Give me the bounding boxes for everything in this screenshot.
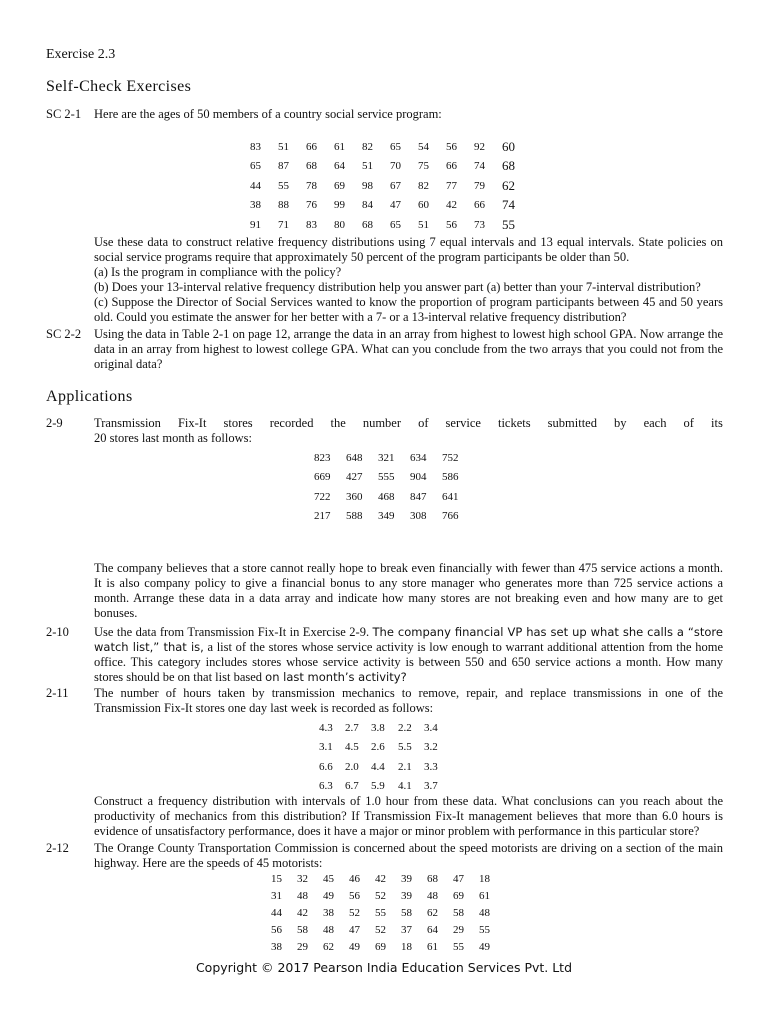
table-cell: 68 [306,160,317,173]
table-cell: 82 [362,140,373,153]
table-cell: 82 [418,179,429,192]
table-cell: 3.4 [424,721,438,734]
table-row [271,938,505,955]
table-cell: 54 [418,140,429,153]
table-cell: 80 [334,218,345,231]
sc21-line-0: Use these data to construct relative frequency distributions using 7 equal intervals and 13 equal intervals. State policies on social service programs require that approximately 50 percent of the program participants be older than 50. [94,235,723,264]
table-cell: 427 [346,471,363,484]
table-row [314,448,474,468]
table-cell: 76 [306,199,317,212]
table-cell: 2.7 [345,721,359,734]
sc21-line-1: (a) Is the program in compliance with the policy? [94,265,342,279]
exercise-label-2-11: 2-11 [46,686,69,700]
table-cell: 4.1 [398,780,412,793]
ex210-text-d: on last month’s activity? [265,670,407,684]
intro-word: tickets [497,416,531,430]
table-cell: 752 [442,451,459,464]
table-row [250,176,530,196]
intro-word: of [683,416,694,430]
sc21-line-3: (c) Suppose the Director of Social Services wanted to know the proportion of program participants between 45 and 50 years old. Could you estimate the answer for her better with a 7- or a 13-interval relative frequency distribution? [94,295,723,324]
table-cell: 64 [334,160,345,173]
table-row [314,468,474,488]
table-cell: 42 [297,906,308,919]
table-cell: 51 [418,218,429,231]
copyright-footer: Copyright © 2017 Pearson India Education Services Pvt. Ltd [195,960,573,975]
table-cell: 55 [502,216,515,232]
table-cell: 60 [418,199,429,212]
table-cell: 31 [271,890,282,903]
justified-intro-line [94,416,723,431]
intro-word: Transmission [94,416,161,430]
table-cell: 73 [474,218,485,231]
table-cell: 78 [306,179,317,192]
table-cell: 52 [375,923,386,936]
table-cell: 37 [401,923,412,936]
table-cell: 3.2 [424,741,438,754]
table-cell: 2.1 [398,760,412,773]
table-cell: 71 [278,218,289,231]
table-cell: 18 [401,940,412,953]
table-cell: 3.3 [424,760,438,773]
table-cell: 48 [323,923,334,936]
table-row [319,718,450,738]
table-cell: 904 [410,471,427,484]
table-cell: 58 [453,906,464,919]
table-cell: 44 [271,906,282,919]
intro-word: service [445,416,481,430]
table-cell: 349 [378,510,395,523]
section-heading-applications: Applications [46,388,133,405]
table-cell: 83 [306,218,317,231]
table-cell: 669 [314,471,331,484]
table-cell: 847 [410,490,427,503]
table-cell: 648 [346,451,363,464]
table-cell: 2.2 [398,721,412,734]
table-cell: 586 [442,471,459,484]
table-cell: 68 [502,158,515,174]
table-cell: 88 [278,199,289,212]
table-cell: 75 [418,160,429,173]
sc21-line-2: (b) Does your 13-interval relative frequency distribution help you answer part (a) better than your 7-interval distribution? [94,280,701,294]
table-cell: 52 [349,906,360,919]
table-cell: 42 [446,199,457,212]
table-cell: 3.7 [424,780,438,793]
data-table-service-tickets [314,448,474,526]
table-cell: 49 [479,940,490,953]
exercise-label-2-9: 2-9 [46,416,63,430]
data-table-ages [250,137,530,235]
table-cell: 91 [250,218,261,231]
table-cell: 5.9 [371,780,385,793]
table-row [250,157,530,177]
table-cell: 55 [453,940,464,953]
table-cell: 64 [427,923,438,936]
table-cell: 69 [334,179,345,192]
table-cell: 6.7 [345,780,359,793]
table-cell: 6.3 [319,780,333,793]
table-cell: 79 [474,179,485,192]
table-cell: 56 [349,890,360,903]
table-cell: 69 [375,940,386,953]
intro-word: Fix-It [177,416,207,430]
table-cell: 5.5 [398,741,412,754]
intro-word: by [614,416,627,430]
intro-word: submitted [547,416,597,430]
table-cell: 18 [479,873,490,886]
table-cell: 83 [250,140,261,153]
table-cell: 55 [278,179,289,192]
exercise-body-sc21 [94,235,723,325]
exercise-intro-2-9 [94,416,723,446]
data-table-hours [319,718,450,796]
table-cell: 87 [278,160,289,173]
table-cell: 68 [427,873,438,886]
table-row [319,738,450,758]
exercise-title: Exercise 2.3 [46,47,116,62]
table-cell: 55 [375,906,386,919]
table-cell: 49 [349,940,360,953]
table-cell: 39 [401,873,412,886]
table-cell: 55 [479,923,490,936]
intro-word: each [643,416,667,430]
table-cell: 38 [323,906,334,919]
table-cell: 61 [334,140,345,153]
data-table-speeds [271,871,505,955]
table-cell: 38 [271,940,282,953]
table-row [271,921,505,938]
table-cell: 44 [250,179,261,192]
table-cell: 67 [390,179,401,192]
intro-word: the [330,416,346,430]
table-cell: 47 [390,199,401,212]
intro-word: number [362,416,402,430]
intro-line-2: 20 stores last month as follows: [94,431,252,445]
table-row [314,507,474,527]
table-cell: 6.6 [319,760,333,773]
table-row [271,871,505,888]
intro-word: of [418,416,429,430]
table-cell: 62 [502,177,515,193]
table-row [250,196,530,216]
table-cell: 65 [390,140,401,153]
table-cell: 62 [427,906,438,919]
table-cell: 308 [410,510,427,523]
table-cell: 56 [446,218,457,231]
table-cell: 84 [362,199,373,212]
table-cell: 42 [375,873,386,886]
intro-word: stores [223,416,253,430]
ex210-text-a: Use the data from Transmission Fix-It in Exercise 2-9. [94,625,373,639]
table-cell: 48 [427,890,438,903]
table-cell: 74 [474,160,485,173]
table-cell: 58 [297,923,308,936]
table-cell: 66 [306,140,317,153]
table-cell: 92 [474,140,485,153]
table-cell: 47 [349,923,360,936]
section-heading-self-check: Self-Check Exercises [46,78,192,95]
exercise-intro-2-12: The Orange County Transportation Commission is concerned about the speed motorists are driving on a section of the main highway. Here are the speeds of 45 motorists: [94,841,723,870]
exercise-label-sc21: SC 2-1 [46,107,82,121]
table-cell: 641 [442,490,459,503]
table-cell: 51 [362,160,373,173]
table-row [271,888,505,905]
table-cell: 70 [390,160,401,173]
table-cell: 45 [323,873,334,886]
exercise-body-sc22: Using the data in Table 2-1 on page 12, arrange the data in an array from highest to lowest high school GPA. Now arrange the data in an array from highest to lowest college GPA. What can you conclude from the two arrays that you could not from the original data? [94,327,723,371]
table-cell: 99 [334,199,345,212]
table-cell: 321 [378,451,395,464]
exercise-intro-sc21: Here are the ages of 50 members of a country social service program: [94,107,442,121]
table-cell: 15 [271,873,282,886]
table-cell: 32 [297,873,308,886]
table-cell: 29 [453,923,464,936]
table-cell: 74 [502,197,515,213]
table-row [271,905,505,922]
table-row [314,487,474,507]
table-cell: 39 [401,890,412,903]
table-cell: 61 [479,890,490,903]
table-cell: 4.5 [345,741,359,754]
table-cell: 49 [323,890,334,903]
intro-word: its [711,416,723,430]
table-cell: 634 [410,451,427,464]
table-cell: 65 [250,160,261,173]
table-cell: 60 [502,138,515,154]
table-cell: 98 [362,179,373,192]
exercise-body-2-10 [94,625,723,685]
table-cell: 58 [401,906,412,919]
table-cell: 68 [362,218,373,231]
exercise-body-2-11: Construct a frequency distribution with intervals of 1.0 hour from these data. What conclusions can you reach about the productivity of mechanics from this distribution? If Transmission Fix-It management believes that more than 6.0 hours is evidence of unsatisfactory performance, does it have a major or minor problem with performance in this particular store? [94,794,723,838]
table-cell: 4.3 [319,721,333,734]
table-cell: 2.6 [371,741,385,754]
table-cell: 52 [375,890,386,903]
exercise-intro-2-11: The number of hours taken by transmission mechanics to remove, repair, and replace transmissions in one of the Transmission Fix-It stores one day last week is recorded as follows: [94,686,723,715]
table-row [250,215,530,235]
table-cell: 38 [250,199,261,212]
table-cell: 66 [474,199,485,212]
table-cell: 722 [314,490,331,503]
table-cell: 468 [378,490,395,503]
table-cell: 2.0 [345,760,359,773]
table-cell: 360 [346,490,363,503]
table-cell: 3.8 [371,721,385,734]
ex210-text-c: a list of the stores whose service activity is low enough to warrant additional attention from the home office. This category includes stores whose service activity is between 550 and 650 service actions a month. How many stores should be on that list based [94,640,723,684]
ex210-text-b: The company financial VP has set up what she calls a “store watch list,” that is, [94,625,723,654]
table-cell: 56 [446,140,457,153]
table-cell: 29 [297,940,308,953]
table-cell: 77 [446,179,457,192]
table-cell: 766 [442,510,459,523]
table-cell: 66 [446,160,457,173]
table-cell: 48 [297,890,308,903]
exercise-label-2-10: 2-10 [46,625,69,639]
table-cell: 61 [427,940,438,953]
table-row [250,137,530,157]
exercise-body-2-9: The company believes that a store cannot really hope to break even financially with fewer than 475 service actions a month. It is also company policy to give a financial bonus to any store manager who generates more than 725 service actions a month. Arrange these data in a data array and indicate how many stores are not breaking even and how many are to get bonuses. [94,561,723,620]
intro-word: recorded [269,416,314,430]
table-row [319,757,450,777]
table-cell: 4.4 [371,760,385,773]
exercise-label-2-12: 2-12 [46,841,69,855]
table-cell: 69 [453,890,464,903]
table-cell: 555 [378,471,395,484]
table-cell: 217 [314,510,331,523]
table-cell: 56 [271,923,282,936]
table-cell: 62 [323,940,334,953]
table-cell: 588 [346,510,363,523]
table-cell: 47 [453,873,464,886]
table-cell: 823 [314,451,331,464]
exercise-label-sc22: SC 2-2 [46,327,82,341]
table-cell: 51 [278,140,289,153]
table-cell: 46 [349,873,360,886]
table-cell: 48 [479,906,490,919]
table-cell: 3.1 [319,741,333,754]
table-cell: 65 [390,218,401,231]
